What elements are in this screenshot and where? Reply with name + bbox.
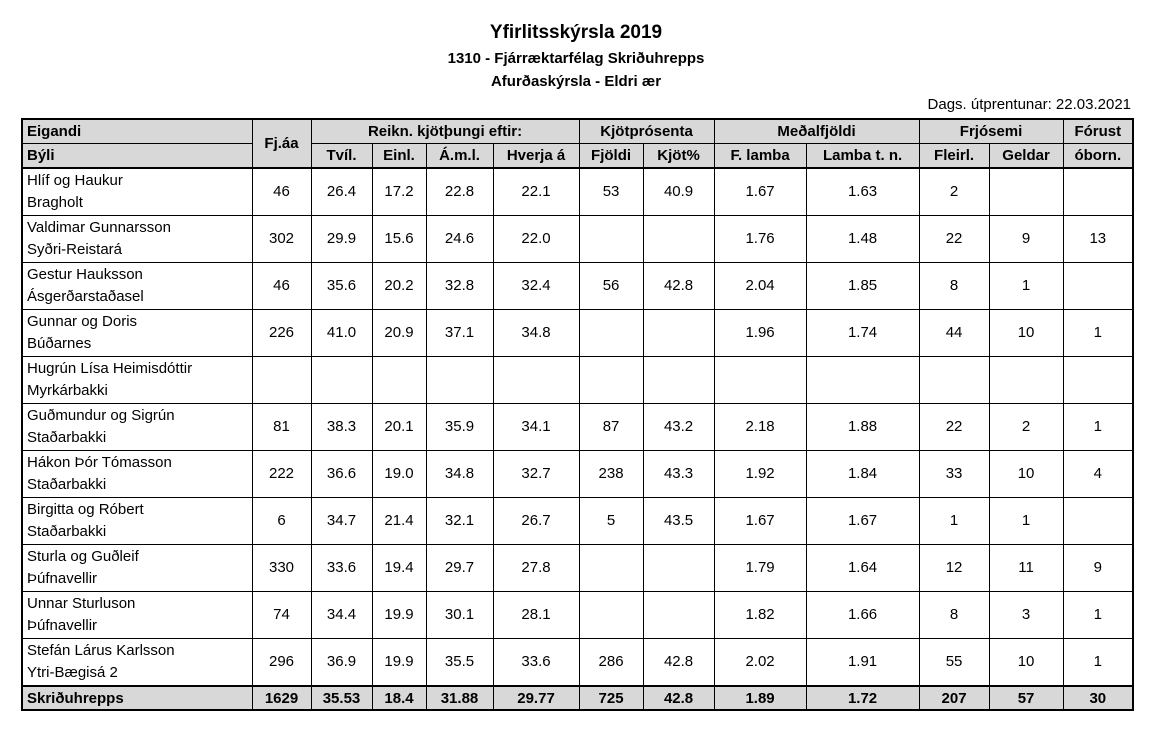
- cell-flamba: 1.79: [714, 545, 806, 592]
- total-forust: 30: [1063, 686, 1133, 710]
- cell-tvil: 33.6: [311, 545, 372, 592]
- cell-lambatn: 1.88: [806, 404, 919, 451]
- farm-name: Þúfnavellir: [27, 570, 98, 587]
- owner-cell: [22, 310, 252, 357]
- total-flamba: 1.89: [714, 686, 806, 710]
- cell-kjotp: 40.9: [643, 168, 714, 216]
- cell-fleirl: 22: [919, 404, 989, 451]
- cell-aml: 22.8: [426, 168, 493, 216]
- cell-fleirl: 8: [919, 263, 989, 310]
- table-row: [22, 357, 1133, 404]
- cell-tvil: [311, 357, 372, 404]
- cell-lambatn: 1.85: [806, 263, 919, 310]
- owner-cell: [22, 498, 252, 545]
- farm-name: Staðarbakki: [27, 429, 107, 446]
- owner-name: Birgitta og Róbert: [27, 501, 144, 518]
- header-hverja: Hverja á: [493, 144, 579, 169]
- cell-forust: [1063, 357, 1133, 404]
- cell-tvil: 26.4: [311, 168, 372, 216]
- total-fleirl: 207: [919, 686, 989, 710]
- cell-aml: 32.8: [426, 263, 493, 310]
- cell-einl: 19.4: [372, 545, 426, 592]
- cell-geldar: [989, 357, 1063, 404]
- owner-name: Gestur Hauksson: [27, 266, 143, 283]
- table-row: [22, 592, 1133, 639]
- total-count: 1629: [252, 686, 311, 710]
- table-row: [22, 168, 1133, 216]
- owner-name: Unnar Sturluson: [27, 595, 136, 612]
- cell-flamba: 1.76: [714, 216, 806, 263]
- cell-count: 222: [252, 451, 311, 498]
- cell-flamba: 1.96: [714, 310, 806, 357]
- cell-tvil: 34.4: [311, 592, 372, 639]
- cell-flamba: 2.02: [714, 639, 806, 687]
- report-subtitle: 1310 - Fjárræktarfélag Skriðuhrepps: [447, 50, 705, 67]
- cell-einl: 19.0: [372, 451, 426, 498]
- cell-hverja: 33.6: [493, 639, 579, 687]
- cell-hverja: 27.8: [493, 545, 579, 592]
- cell-aml: 37.1: [426, 310, 493, 357]
- cell-aml: 29.7: [426, 545, 493, 592]
- cell-aml: 30.1: [426, 592, 493, 639]
- cell-forust: 9: [1063, 545, 1133, 592]
- total-label: Skriðuhrepps: [22, 686, 252, 710]
- header-group-pct: Kjötprósenta: [579, 119, 714, 144]
- header-aml: Á.m.l.: [426, 144, 493, 169]
- cell-fleirl: 22: [919, 216, 989, 263]
- cell-fleirl: 33: [919, 451, 989, 498]
- owner-cell: [22, 545, 252, 592]
- cell-hverja: 32.7: [493, 451, 579, 498]
- cell-fjoldi: [579, 216, 643, 263]
- cell-forust: [1063, 498, 1133, 545]
- owner-name: Hákon Þór Tómasson: [27, 454, 172, 471]
- cell-lambatn: 1.66: [806, 592, 919, 639]
- owner-cell: [22, 263, 252, 310]
- cell-count: 226: [252, 310, 311, 357]
- cell-tvil: 29.9: [311, 216, 372, 263]
- cell-hverja: 34.8: [493, 310, 579, 357]
- owner-cell: [22, 357, 252, 404]
- total-kjotp: 42.8: [643, 686, 714, 710]
- report-title: Yfirlitsskýrsla 2019: [489, 22, 663, 43]
- cell-forust: 1: [1063, 310, 1133, 357]
- cell-flamba: 1.67: [714, 498, 806, 545]
- table-row: [22, 263, 1133, 310]
- cell-lambatn: 1.48: [806, 216, 919, 263]
- cell-fleirl: 12: [919, 545, 989, 592]
- cell-kjotp: 43.3: [643, 451, 714, 498]
- cell-tvil: 36.9: [311, 639, 372, 687]
- header-unborn: óborn.: [1063, 144, 1133, 169]
- header-farm: Býli: [22, 144, 252, 169]
- cell-flamba: 1.92: [714, 451, 806, 498]
- cell-count: 46: [252, 263, 311, 310]
- cell-fjoldi: 56: [579, 263, 643, 310]
- cell-einl: 19.9: [372, 592, 426, 639]
- header-einl: Einl.: [372, 144, 426, 169]
- total-hverja: 29.77: [493, 686, 579, 710]
- cell-hverja: 32.4: [493, 263, 579, 310]
- cell-aml: 34.8: [426, 451, 493, 498]
- cell-geldar: 3: [989, 592, 1063, 639]
- header-group-avg: Meðalfjöldi: [714, 119, 919, 144]
- table-row: [22, 545, 1133, 592]
- owner-cell: [22, 639, 252, 687]
- cell-einl: [372, 357, 426, 404]
- cell-fjoldi: [579, 357, 643, 404]
- cell-forust: [1063, 263, 1133, 310]
- cell-tvil: 34.7: [311, 498, 372, 545]
- cell-count: 330: [252, 545, 311, 592]
- cell-fleirl: 2: [919, 168, 989, 216]
- farm-name: Syðri-Reistará: [27, 241, 123, 258]
- cell-lambatn: 1.91: [806, 639, 919, 687]
- cell-count: 302: [252, 216, 311, 263]
- cell-count: 46: [252, 168, 311, 216]
- cell-kjotp: 42.8: [643, 639, 714, 687]
- cell-count: 296: [252, 639, 311, 687]
- cell-hverja: [493, 357, 579, 404]
- cell-lambatn: 1.63: [806, 168, 919, 216]
- cell-tvil: 36.6: [311, 451, 372, 498]
- cell-einl: 20.9: [372, 310, 426, 357]
- cell-lambatn: 1.84: [806, 451, 919, 498]
- table-row: [22, 216, 1133, 263]
- cell-tvil: 35.6: [311, 263, 372, 310]
- header-kjotp: Kjöt%: [643, 144, 714, 169]
- cell-fjoldi: 238: [579, 451, 643, 498]
- cell-kjotp: [643, 310, 714, 357]
- cell-forust: 4: [1063, 451, 1133, 498]
- farm-name: Þúfnavellir: [27, 617, 98, 634]
- cell-kjotp: 43.5: [643, 498, 714, 545]
- owner-cell: [22, 451, 252, 498]
- cell-kjotp: 43.2: [643, 404, 714, 451]
- cell-fleirl: 55: [919, 639, 989, 687]
- table-row: [22, 451, 1133, 498]
- cell-fjoldi: 53: [579, 168, 643, 216]
- cell-einl: 20.1: [372, 404, 426, 451]
- cell-hverja: 28.1: [493, 592, 579, 639]
- table-row: [22, 404, 1133, 451]
- owner-name: Valdimar Gunnarsson: [27, 219, 171, 236]
- cell-geldar: 10: [989, 639, 1063, 687]
- print-date: Dags. útprentunar: 22.03.2021: [927, 96, 1131, 113]
- cell-kjotp: [643, 545, 714, 592]
- owner-cell: [22, 216, 252, 263]
- cell-geldar: 9: [989, 216, 1063, 263]
- cell-flamba: [714, 357, 806, 404]
- cell-flamba: 1.82: [714, 592, 806, 639]
- table-row: [22, 310, 1133, 357]
- cell-hverja: 22.0: [493, 216, 579, 263]
- cell-tvil: 38.3: [311, 404, 372, 451]
- cell-geldar: 11: [989, 545, 1063, 592]
- cell-flamba: 2.04: [714, 263, 806, 310]
- header-flamba: F. lamba: [714, 144, 806, 169]
- cell-einl: 21.4: [372, 498, 426, 545]
- table-row: [22, 639, 1133, 687]
- cell-geldar: 2: [989, 404, 1063, 451]
- cell-hverja: 22.1: [493, 168, 579, 216]
- farm-name: Bragholt: [27, 194, 83, 211]
- cell-forust: 13: [1063, 216, 1133, 263]
- cell-count: [252, 357, 311, 404]
- cell-kjotp: [643, 357, 714, 404]
- header-died: Fórust: [1063, 119, 1133, 144]
- cell-einl: 19.9: [372, 639, 426, 687]
- header-lambatn: Lamba t. n.: [806, 144, 919, 169]
- owner-cell: [22, 404, 252, 451]
- header-count: Fj.áa: [252, 119, 311, 168]
- cell-einl: 15.6: [372, 216, 426, 263]
- cell-geldar: 10: [989, 310, 1063, 357]
- cell-geldar: 1: [989, 263, 1063, 310]
- farm-name: Ytri-Bægisá 2: [27, 664, 118, 681]
- cell-einl: 17.2: [372, 168, 426, 216]
- header-fleirl: Fleirl.: [919, 144, 989, 169]
- farm-name: Staðarbakki: [27, 523, 107, 540]
- cell-flamba: 1.67: [714, 168, 806, 216]
- header-tvil: Tvíl.: [311, 144, 372, 169]
- owner-name: Hlíf og Haukur: [27, 172, 123, 189]
- cell-fleirl: [919, 357, 989, 404]
- cell-fleirl: 44: [919, 310, 989, 357]
- total-row: [22, 686, 1133, 710]
- header-group-fert: Frjósemi: [919, 119, 1063, 144]
- cell-fjoldi: [579, 310, 643, 357]
- cell-flamba: 2.18: [714, 404, 806, 451]
- owner-name: Sturla og Guðleif: [27, 548, 139, 565]
- cell-count: 81: [252, 404, 311, 451]
- report-table: [21, 118, 1134, 711]
- cell-fjoldi: [579, 592, 643, 639]
- cell-lambatn: 1.67: [806, 498, 919, 545]
- cell-fjoldi: [579, 545, 643, 592]
- owner-name: Gunnar og Doris: [27, 313, 138, 330]
- cell-tvil: 41.0: [311, 310, 372, 357]
- cell-forust: 1: [1063, 404, 1133, 451]
- cell-aml: [426, 357, 493, 404]
- owner-name: Stefán Lárus Karlsson: [27, 642, 175, 659]
- total-einl: 18.4: [372, 686, 426, 710]
- report-name: Afurðaskýrsla - Eldri ær: [490, 73, 662, 90]
- cell-geldar: 10: [989, 451, 1063, 498]
- cell-hverja: 26.7: [493, 498, 579, 545]
- total-aml: 31.88: [426, 686, 493, 710]
- owner-cell: [22, 168, 252, 216]
- cell-aml: 35.9: [426, 404, 493, 451]
- owner-name: Guðmundur og Sigrún: [27, 407, 175, 424]
- cell-forust: 1: [1063, 639, 1133, 687]
- header-fjoldi: Fjöldi: [579, 144, 643, 169]
- farm-name: Myrkárbakki: [27, 382, 108, 399]
- table-row: [22, 498, 1133, 545]
- cell-einl: 20.2: [372, 263, 426, 310]
- cell-fleirl: 1: [919, 498, 989, 545]
- cell-geldar: 1: [989, 498, 1063, 545]
- header-owner: Eigandi: [22, 119, 252, 144]
- total-lambatn: 1.72: [806, 686, 919, 710]
- cell-aml: 35.5: [426, 639, 493, 687]
- cell-forust: [1063, 168, 1133, 216]
- cell-geldar: [989, 168, 1063, 216]
- total-geldar: 57: [989, 686, 1063, 710]
- cell-lambatn: 1.74: [806, 310, 919, 357]
- cell-count: 74: [252, 592, 311, 639]
- cell-kjotp: 42.8: [643, 263, 714, 310]
- header-geldar: Geldar: [989, 144, 1063, 169]
- cell-forust: 1: [1063, 592, 1133, 639]
- farm-name: Ásgerðarstaðasel: [27, 288, 144, 305]
- cell-aml: 24.6: [426, 216, 493, 263]
- cell-fjoldi: 5: [579, 498, 643, 545]
- farm-name: Búðarnes: [27, 335, 92, 352]
- owner-name: Hugrún Lísa Heimisdóttir: [27, 360, 193, 377]
- cell-fjoldi: 87: [579, 404, 643, 451]
- cell-hverja: 34.1: [493, 404, 579, 451]
- cell-aml: 32.1: [426, 498, 493, 545]
- cell-kjotp: [643, 592, 714, 639]
- farm-name: Staðarbakki: [27, 476, 107, 493]
- total-tvil: 35.53: [311, 686, 372, 710]
- cell-lambatn: 1.64: [806, 545, 919, 592]
- cell-fleirl: 8: [919, 592, 989, 639]
- cell-count: 6: [252, 498, 311, 545]
- total-fjoldi: 725: [579, 686, 643, 710]
- owner-cell: [22, 592, 252, 639]
- cell-fjoldi: 286: [579, 639, 643, 687]
- cell-lambatn: [806, 357, 919, 404]
- header-group-meat: Reikn. kjötþungi eftir:: [311, 119, 579, 144]
- cell-kjotp: [643, 216, 714, 263]
